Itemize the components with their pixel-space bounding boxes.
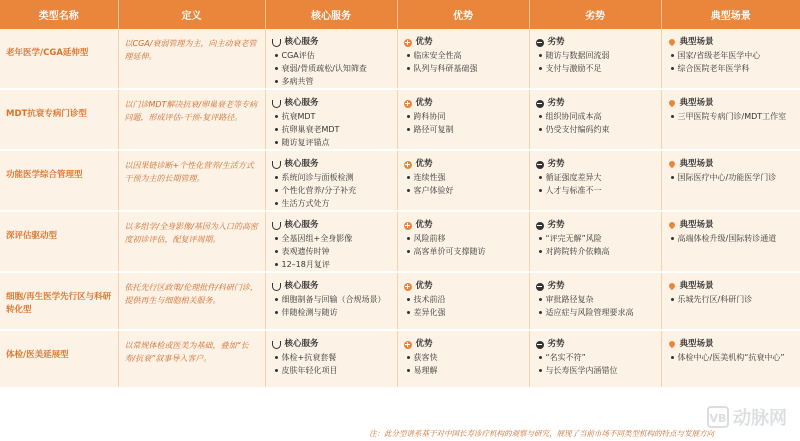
services-heading xyxy=(272,280,391,293)
services-heading-label: 核心服务 xyxy=(284,159,319,169)
scenes-heading xyxy=(668,280,795,293)
scenes-heading-label: 典型场景 xyxy=(679,281,714,291)
stethoscope-icon xyxy=(272,341,281,349)
services-heading xyxy=(272,97,391,110)
location-pin-icon xyxy=(668,283,676,291)
pros-heading-label: 优势 xyxy=(415,339,433,349)
plus-circle-icon xyxy=(404,100,412,108)
location-pin-icon xyxy=(668,161,676,169)
list-item: 仍受支付编码约束 xyxy=(536,123,655,136)
scenes-cell xyxy=(661,89,800,150)
list-item: 路径可复制 xyxy=(404,123,523,136)
services-list xyxy=(272,351,391,377)
scenes-list xyxy=(668,293,795,306)
pros-cell xyxy=(397,272,529,330)
list-item: 体检中心/医美机构“抗衰中心” xyxy=(668,351,795,364)
list-item: 与长寿医学内涵错位 xyxy=(536,364,655,377)
cons-list xyxy=(536,293,655,319)
list-item: 随访复评锚点 xyxy=(272,136,391,149)
list-item: 伴随检测与随访 xyxy=(272,306,391,319)
pros-heading xyxy=(404,338,523,351)
definition-cell: 以因果链诊断+个性化营养/生活方式干预为主的长期管理。 xyxy=(118,150,265,211)
col-header-type: 类型名称 xyxy=(0,0,118,29)
cons-cell xyxy=(529,211,661,272)
type-name-cell: 深评估驱动型 xyxy=(0,211,118,272)
list-item: 风险前移 xyxy=(404,232,523,245)
scenes-heading xyxy=(668,97,795,110)
stethoscope-icon xyxy=(272,283,281,291)
list-item: 衰弱/骨质疏松/认知筛查 xyxy=(272,62,391,75)
minus-circle-icon xyxy=(536,100,544,108)
list-item: 国际医疗中心/功能医学门诊 xyxy=(668,171,795,184)
list-item: 三甲医院专病门诊/MDT工作室 xyxy=(668,110,795,123)
cons-heading xyxy=(536,219,655,232)
list-item: 皮肤年轻化项目 xyxy=(272,364,391,377)
pros-heading xyxy=(404,219,523,232)
list-item: “名实不符” xyxy=(536,351,655,364)
services-heading-label: 核心服务 xyxy=(284,98,319,108)
minus-circle-icon xyxy=(536,283,544,291)
type-name-cell: 细胞/再生医学先行区与科研转化型 xyxy=(0,272,118,330)
pros-list xyxy=(404,351,523,377)
pros-heading-label: 优势 xyxy=(415,37,433,47)
scenes-heading xyxy=(668,36,795,49)
scenes-cell xyxy=(661,272,800,330)
list-item: 组织协同成本高 xyxy=(536,110,655,123)
list-item: 抗衰MDT xyxy=(272,110,391,123)
list-item: 获客快 xyxy=(404,351,523,364)
pros-list xyxy=(404,293,523,319)
list-item: 系统问诊与面板检测 xyxy=(272,171,391,184)
list-item: 支付与激励不足 xyxy=(536,62,655,75)
scenes-cell xyxy=(661,150,800,211)
type-name-cell: 体检/医美延展型 xyxy=(0,330,118,388)
services-list xyxy=(272,293,391,319)
services-heading xyxy=(272,36,391,49)
cons-cell xyxy=(529,330,661,388)
list-item: 随访与数据回流弱 xyxy=(536,49,655,62)
scenes-cell xyxy=(661,29,800,89)
table-row xyxy=(0,211,800,272)
scenes-heading-label: 典型场景 xyxy=(679,220,714,230)
list-item: 客户体验好 xyxy=(404,184,523,197)
list-item: 临床安全性高 xyxy=(404,49,523,62)
table-row xyxy=(0,272,800,330)
list-item: 国家/省级老年医学中心 xyxy=(668,49,795,62)
services-list xyxy=(272,171,391,210)
services-heading xyxy=(272,158,391,171)
plus-circle-icon xyxy=(404,39,412,47)
cons-cell xyxy=(529,89,661,150)
minus-circle-icon xyxy=(536,341,544,349)
services-cell xyxy=(265,211,397,272)
watermark xyxy=(707,404,787,430)
list-item: 跨科协同 xyxy=(404,110,523,123)
pros-cell xyxy=(397,150,529,211)
cons-heading-label: 劣势 xyxy=(547,220,565,230)
pros-heading-label: 优势 xyxy=(415,98,433,108)
definition-cell: 依托先行区政策/伦理批件/科研门诊，提供再生与细胞相关服务。 xyxy=(118,272,265,330)
list-item: 连续性强 xyxy=(404,171,523,184)
list-item: 多病共管 xyxy=(272,75,391,88)
type-name-cell: MDT抗衰专病门诊型 xyxy=(0,89,118,150)
services-heading xyxy=(272,338,391,351)
table-body xyxy=(0,29,800,388)
cons-heading xyxy=(536,338,655,351)
cons-list xyxy=(536,49,655,75)
col-header-definition: 定义 xyxy=(118,0,265,29)
scenes-cell xyxy=(661,330,800,388)
pros-list xyxy=(404,110,523,136)
scenes-list xyxy=(668,351,795,364)
pros-heading-label: 优势 xyxy=(415,281,433,291)
pros-list xyxy=(404,49,523,75)
table-row xyxy=(0,29,800,89)
minus-circle-icon xyxy=(536,222,544,230)
pros-list xyxy=(404,232,523,258)
services-heading xyxy=(272,219,391,232)
list-item: 适应症与风险管理要求高 xyxy=(536,306,655,319)
col-header-cons: 劣势 xyxy=(529,0,661,29)
pros-heading xyxy=(404,36,523,49)
table-row xyxy=(0,89,800,150)
scenes-heading xyxy=(668,338,795,351)
cons-heading xyxy=(536,158,655,171)
table-header-row xyxy=(0,0,800,29)
footnote: 注：此分型谱系基于对中国长寿诊疗机构的观察与研究，展现了当前市场不同类型机构的特点与发展方向 xyxy=(369,429,714,438)
stethoscope-icon xyxy=(272,100,281,108)
scenes-list xyxy=(668,110,795,123)
list-item: 循证强度差异大 xyxy=(536,171,655,184)
col-header-scenes: 典型场景 xyxy=(661,0,800,29)
watermark-text: 动脉网 xyxy=(733,408,787,429)
list-item: 人才与标准不一 xyxy=(536,184,655,197)
table-row xyxy=(0,330,800,388)
cons-heading xyxy=(536,280,655,293)
services-heading-label: 核心服务 xyxy=(284,281,319,291)
cons-list xyxy=(536,351,655,377)
pros-heading xyxy=(404,280,523,293)
stethoscope-icon xyxy=(272,39,281,47)
services-list xyxy=(272,49,391,88)
cons-heading xyxy=(536,97,655,110)
scenes-list xyxy=(668,171,795,184)
services-heading-label: 核心服务 xyxy=(284,220,319,230)
list-item: 审批路径复杂 xyxy=(536,293,655,306)
list-item: 高客单价可支撑随访 xyxy=(404,245,523,258)
cons-list xyxy=(536,232,655,258)
list-item: CGA评估 xyxy=(272,49,391,62)
type-name-cell: 功能医学综合管理型 xyxy=(0,150,118,211)
scenes-heading-label: 典型场景 xyxy=(679,339,714,349)
list-item: 个性化营养/分子补充 xyxy=(272,184,391,197)
pros-list xyxy=(404,171,523,197)
list-item: 综合医院老年医学科 xyxy=(668,62,795,75)
list-item: 体检+抗衰套餐 xyxy=(272,351,391,364)
minus-circle-icon xyxy=(536,39,544,47)
cons-heading-label: 劣势 xyxy=(547,281,565,291)
location-pin-icon xyxy=(668,222,676,230)
list-item: 易理解 xyxy=(404,364,523,377)
cons-cell xyxy=(529,29,661,89)
list-item: 表观遗传时钟 xyxy=(272,245,391,258)
services-heading-label: 核心服务 xyxy=(284,339,319,349)
list-item: 抗卵巢衰老MDT xyxy=(272,123,391,136)
pros-cell xyxy=(397,211,529,272)
definition-cell: 以多组学/全身影像/基因为入口的高密度初诊评估，配复评周期。 xyxy=(118,211,265,272)
scenes-list xyxy=(668,49,795,75)
scenes-heading-label: 典型场景 xyxy=(679,98,714,108)
col-header-services: 核心服务 xyxy=(265,0,397,29)
services-cell xyxy=(265,330,397,388)
col-header-pros: 优势 xyxy=(397,0,529,29)
scenes-heading-label: 典型场景 xyxy=(679,37,714,47)
stethoscope-icon xyxy=(272,161,281,169)
plus-circle-icon xyxy=(404,161,412,169)
plus-circle-icon xyxy=(404,222,412,230)
cons-list xyxy=(536,171,655,197)
cons-heading-label: 劣势 xyxy=(547,37,565,47)
pros-cell xyxy=(397,89,529,150)
minus-circle-icon xyxy=(536,161,544,169)
type-name-cell: 老年医学/CGA延伸型 xyxy=(0,29,118,89)
list-item: 12–18月复评 xyxy=(272,258,391,271)
scenes-heading xyxy=(668,158,795,171)
location-pin-icon xyxy=(668,341,676,349)
location-pin-icon xyxy=(668,39,676,47)
cons-cell xyxy=(529,272,661,330)
scenes-heading-label: 典型场景 xyxy=(679,159,714,169)
pros-cell xyxy=(397,330,529,388)
list-item: “评完无解”风险 xyxy=(536,232,655,245)
list-item: 技术前沿 xyxy=(404,293,523,306)
services-cell xyxy=(265,89,397,150)
definition-cell: 以CGA/衰弱管理为主，向主动衰老管理延伸。 xyxy=(118,29,265,89)
table-row xyxy=(0,150,800,211)
scenes-heading xyxy=(668,219,795,232)
pros-heading-label: 优势 xyxy=(415,159,433,169)
cons-heading-label: 劣势 xyxy=(547,159,565,169)
plus-circle-icon xyxy=(404,341,412,349)
definition-cell: 以常规体检或医美为基础，叠加“长寿/抗衰”叙事导入客户。 xyxy=(118,330,265,388)
plus-circle-icon xyxy=(404,283,412,291)
services-cell xyxy=(265,150,397,211)
list-item: 全基因组+全身影像 xyxy=(272,232,391,245)
cons-list xyxy=(536,110,655,136)
definition-cell: 以门诊MDT解决抗衰/卵巢衰老等专病问题，形成评估-干预-复评路径。 xyxy=(118,89,265,150)
services-heading-label: 核心服务 xyxy=(284,37,319,47)
services-list xyxy=(272,232,391,271)
cons-heading-label: 劣势 xyxy=(547,98,565,108)
services-cell xyxy=(265,29,397,89)
pros-heading xyxy=(404,97,523,110)
services-list xyxy=(272,110,391,149)
cons-cell xyxy=(529,150,661,211)
cons-heading-label: 劣势 xyxy=(547,339,565,349)
list-item: 对跨院转介依赖高 xyxy=(536,245,655,258)
pros-heading xyxy=(404,158,523,171)
list-item: 差异化强 xyxy=(404,306,523,319)
services-cell xyxy=(265,272,397,330)
list-item: 队列与科研基础强 xyxy=(404,62,523,75)
list-item: 细胞制备与回输（合规场景） xyxy=(272,293,391,306)
stethoscope-icon xyxy=(272,222,281,230)
pros-heading-label: 优势 xyxy=(415,220,433,230)
list-item: 高端体检升级/国际转诊通道 xyxy=(668,232,795,245)
cons-heading xyxy=(536,36,655,49)
scenes-cell xyxy=(661,211,800,272)
scenes-list xyxy=(668,232,795,245)
pros-cell xyxy=(397,29,529,89)
location-pin-icon xyxy=(668,100,676,108)
list-item: 乐城先行区/科研门诊 xyxy=(668,293,795,306)
watermark-logo-icon: VB xyxy=(707,406,729,428)
list-item: 生活方式处方 xyxy=(272,197,391,210)
